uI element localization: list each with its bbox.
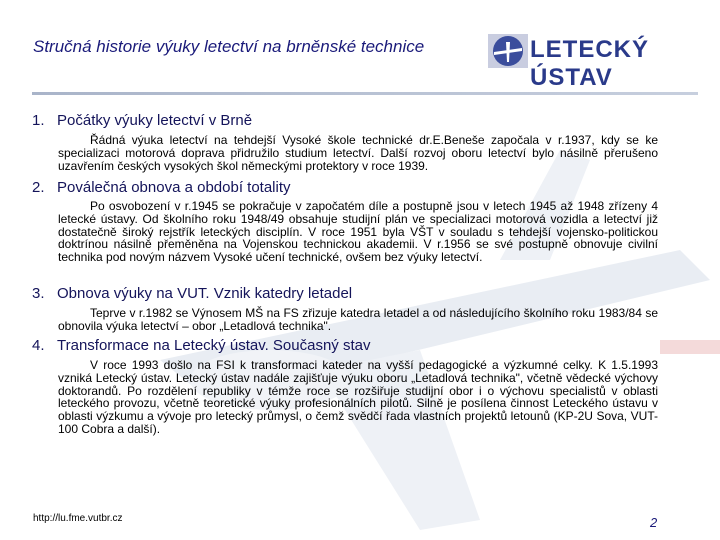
letecky-ustav-logo	[486, 30, 712, 91]
section-heading	[32, 337, 660, 355]
section-heading-text: Transformace na Letecký ústav. Současný stav	[57, 337, 371, 354]
section-number: 3.	[32, 285, 45, 302]
section-number: 2.	[32, 179, 45, 196]
section-paragraph: Řádná výuka letectví na tehdejší Vysoké škole technické dr.E.Beneše započala v r.1937, kdy se ke specializaci motorová doprava přidružilo studium letectví. Další rozvoj oboru letectví bylo násilně přerušeno uzavřením českých vysokých škol německými protektory v roce 1939.	[58, 133, 658, 173]
section-heading-text: Obnova výuky na VUT. Vznik katedry letadel	[57, 285, 353, 302]
section-1	[32, 112, 660, 130]
title-divider	[32, 92, 698, 95]
section-number: 4.	[32, 337, 45, 354]
page-number: 2	[650, 515, 658, 530]
section-2	[32, 179, 660, 197]
section-heading	[32, 112, 660, 130]
section-4	[32, 337, 660, 355]
section-heading-text: Počátky výuky letectví v Brně	[57, 112, 253, 129]
section-paragraph: Po osvobození v r.1945 se pokračuje v započatém díle a postupně jsou v letech 1945 až 1948 zřízeny 4 letecké ústavy. Od školního roku 1948/49 obsahuje studijní plán ve specializaci motorová vozidla a letectví již dostatečně široký rejstřík leteckých disciplín. V roce 1951 byla VŠT v souladu s tehdejší vojensko-politickou doktrínou násilně přeměněna na Vojenskou technickou akademii. V r.1956 se své postupně obnovuje civilní technika pod novým názvem Vysoké učení technické, ovšem bez výuky letectví.	[58, 199, 658, 265]
section-heading	[32, 179, 660, 197]
section-paragraph: Teprve v r.1982 se Výnosem MŠ na FS zřizuje katedra letadel a od následujícího školního roku 1983/84 se obnovila výuka letectví – obor „Letadlová technika".	[58, 306, 658, 333]
aircraft-globe-icon	[486, 30, 530, 72]
logo-text: LETECKÝ ÚSTAV	[530, 36, 650, 91]
section-3	[32, 285, 660, 303]
footer-url-link[interactable]: http://lu.fme.vutbr.cz	[33, 513, 123, 524]
section-number: 1.	[32, 112, 45, 129]
section-heading	[32, 285, 660, 303]
section-heading-text: Poválečná obnova a období totality	[57, 179, 291, 196]
slide-title: Stručná historie výuky letectví na brněnské technice	[33, 37, 425, 56]
section-paragraph: V roce 1993 došlo na FSI k transformaci kateder na vyšší pedagogické a výzkumné celky. K 1.5.1993 vzniká Letecký ústav. Letecký ústav nadále zajišťuje výuku oboru „Letadlová technika", včetně vědecké výchovy doktorandů. Po rozdělení republiky v témže roce se rozšiřuje studijní obor i o výchovu specialistů v oblasti leteckého provozu, včetně teoretické výuky profesionálních pilotů. Silně je posílena činnost Leteckého ústavu v oblasti výzkumu a vývoje pro letecký průmysl, o čemž svědčí řada vlastních projektů letounů (KP-2U Sova, VUT-100 Cobra a další).	[58, 358, 658, 436]
